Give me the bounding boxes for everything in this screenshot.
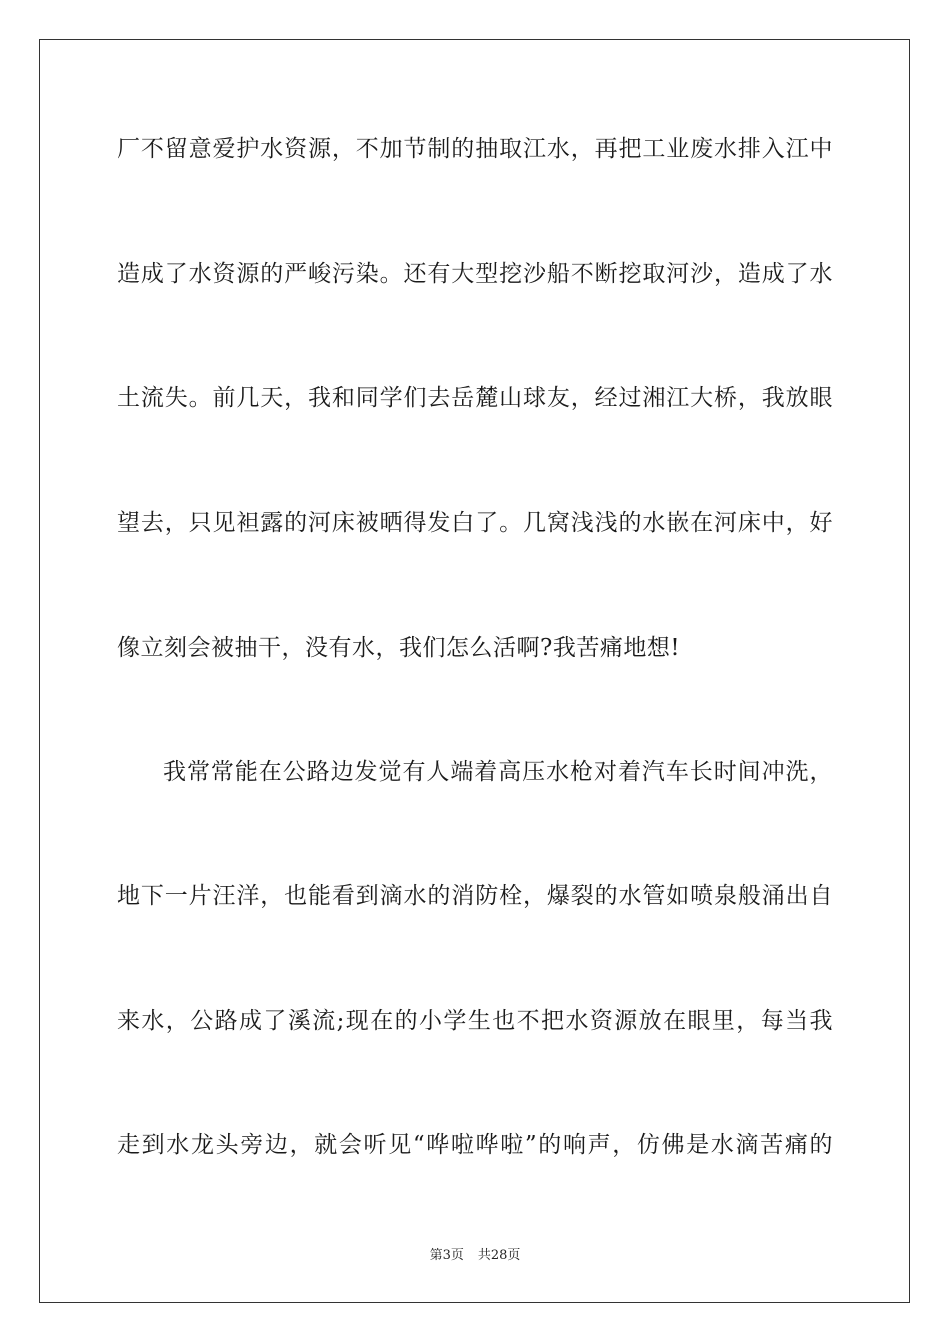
page-total: 共28页 — [477, 1248, 521, 1263]
body-line-6: 我常常能在公路边发觉有人端着高压水枪对着汽车长时间冲洗， — [163, 759, 833, 785]
page-footer — [0, 1247, 950, 1265]
body-line-4: 望去，只见袒露的河床被晒得发白了。几窝浅浅的水嵌在河床中，好 — [117, 510, 833, 536]
body-line-3: 土流失。前几天，我和同学们去岳麓山球友，经过湘江大桥，我放眼 — [117, 385, 833, 411]
page-border — [39, 39, 910, 1303]
body-line-2: 造成了水资源的严峻污染。还有大型挖沙船不断挖取河沙，造成了水 — [117, 261, 833, 287]
body-line-1: 厂不留意爱护水资源，不加节制的抽取江水，再把工业废水排入江中 — [117, 136, 833, 162]
body-line-5: 像立刻会被抽干，没有水，我们怎么活啊?我苦痛地想! — [117, 635, 681, 661]
body-line-9: 走到水龙头旁边，就会听见“哗啦哗啦”的响声，仿佛是水滴苦痛的 — [117, 1132, 833, 1158]
page-number: 第3页 — [429, 1248, 464, 1263]
body-line-8: 来水，公路成了溪流;现在的小学生也不把水资源放在眼里，每当我 — [117, 1008, 833, 1034]
body-line-7: 地下一片汪洋，也能看到滴水的消防栓，爆裂的水管如喷泉般涌出自 — [117, 883, 833, 909]
